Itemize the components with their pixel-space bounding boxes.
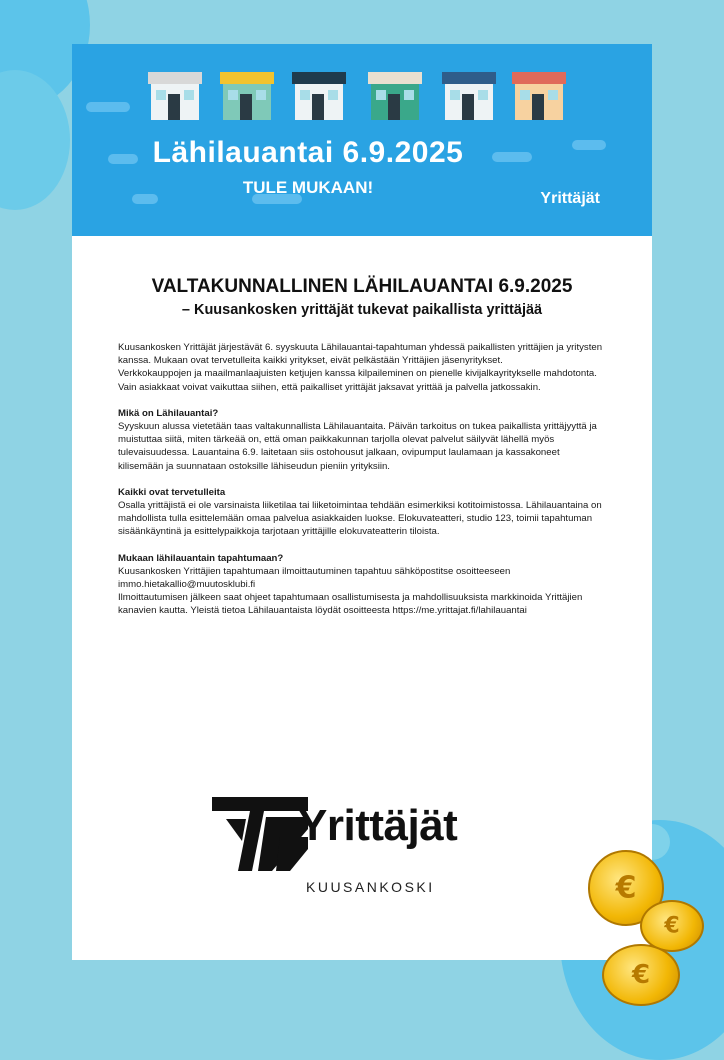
section-welcome xyxy=(118,486,606,539)
shop-illustration-kiosk xyxy=(148,72,202,120)
shop-illustration-hardware xyxy=(292,72,346,120)
logo-location: KUUSANKOSKI xyxy=(306,879,435,895)
shop-illustration-garage xyxy=(368,72,422,120)
banner-title: Lähilauantai 6.9.2025 xyxy=(152,136,464,169)
yrittajat-logo xyxy=(212,797,512,907)
section-join xyxy=(118,552,606,618)
section-heading: Mukaan lähilauantain tapahtumaan? xyxy=(118,552,284,564)
header-banner xyxy=(72,44,652,236)
shop-illustration-bakery xyxy=(220,72,274,120)
euro-coin-icon: € xyxy=(588,850,664,926)
section-text: Kuusankosken Yrittäjien tapahtumaan ilmoittautuminen tapahtuu sähköpostitse osoitteeseen immo.hietakallio@muutosklubi.fi Ilmoittautumisen jälkeen saat ohjeet tapahtumaan osallistumisesta ja mahdollisuuksista markkinoida Yrittäjien kanavien kautta. Yleistä tietoa Lähilauantaista löydät osoitteesta https://me.yrittajat.fi/lahilauantai xyxy=(118,565,583,617)
poster-page xyxy=(72,44,652,960)
section-heading: Mikä on Lähilauantai? xyxy=(118,407,219,419)
cloud-decoration xyxy=(572,140,606,150)
page-subtitle: – Kuusankosken yrittäjät tukevat paikallista yrittäjää xyxy=(181,302,543,318)
page-title: VALTAKUNNALLINEN LÄHILAUANTAI 6.9.2025 xyxy=(151,276,573,297)
logo-mark-icon xyxy=(212,797,308,871)
intro-paragraph: Kuusankosken Yrittäjät järjestävät 6. syyskuuta Lähilauantai-tapahtuman yhdessä paikallisten yrittäjien ja yritysten kanssa. Mukaan ovat tervetulleita kaikki yritykset, eivät pelkästään Yrittäjien jäsenyritykset. Verkkokauppojen ja maailmanlaajuisten ketjujen kanssa kilpaileminen on pienelle kivijalkayritykselle mahdotonta. Vain asiakkaat voivat vaikuttaa siihen, että paikalliset yrittäjät jaksavat yrittää ja palvella jatkossakin. xyxy=(118,342,603,393)
section-heading: Kaikki ovat tervetulleita xyxy=(118,486,226,498)
shop-illustration-cafe xyxy=(512,72,566,120)
shop-illustration-photo xyxy=(442,72,496,120)
logo-wordmark: Yrittäjät xyxy=(298,801,458,850)
section-text: Osalla yrittäjistä ei ole varsinaista liiketilaa tai liiketoimintaa tehdään esimerkiksi kotitoimistossa. Lähilauantaina on mahdollista tulla esittelemään omaa palvelua asiakkaiden luokse. Elokuvateatteri, studio 123, toimii tapahtuman sisäänkäyntinä ja esittelypaikkoja tarjotaan yrittäjille elokuvateatterin tiloista. xyxy=(118,500,602,538)
section-what xyxy=(118,407,606,473)
section-text: Syyskuun alussa vietetään taas valtakunnallista Lähilauantaita. Päivän tarkoitus on tukea paikallista yrittäjyyttä ja muistuttaa siitä, miten tärkeää on, että oman paikkakunnan tarjolla olevat palvelut säilyvät lähellä myös tulevaisuudessa. Lauantaina 6.9. laitetaan siis ostohousut jalkaan, ovipumput laulamaan ja kassakoneet kilisemään ja suunnataan ostoksille lähiseudun pieniin yrityksiin. xyxy=(118,421,597,472)
banner-subtitle: TULE MUKAAN! xyxy=(242,178,374,197)
euro-coin-icon: € xyxy=(640,900,704,952)
euro-coin-icon: € xyxy=(602,944,680,1006)
cloud-decoration xyxy=(86,102,130,112)
banner-brand: Yrittäjät xyxy=(540,190,600,207)
article-body xyxy=(118,341,606,631)
